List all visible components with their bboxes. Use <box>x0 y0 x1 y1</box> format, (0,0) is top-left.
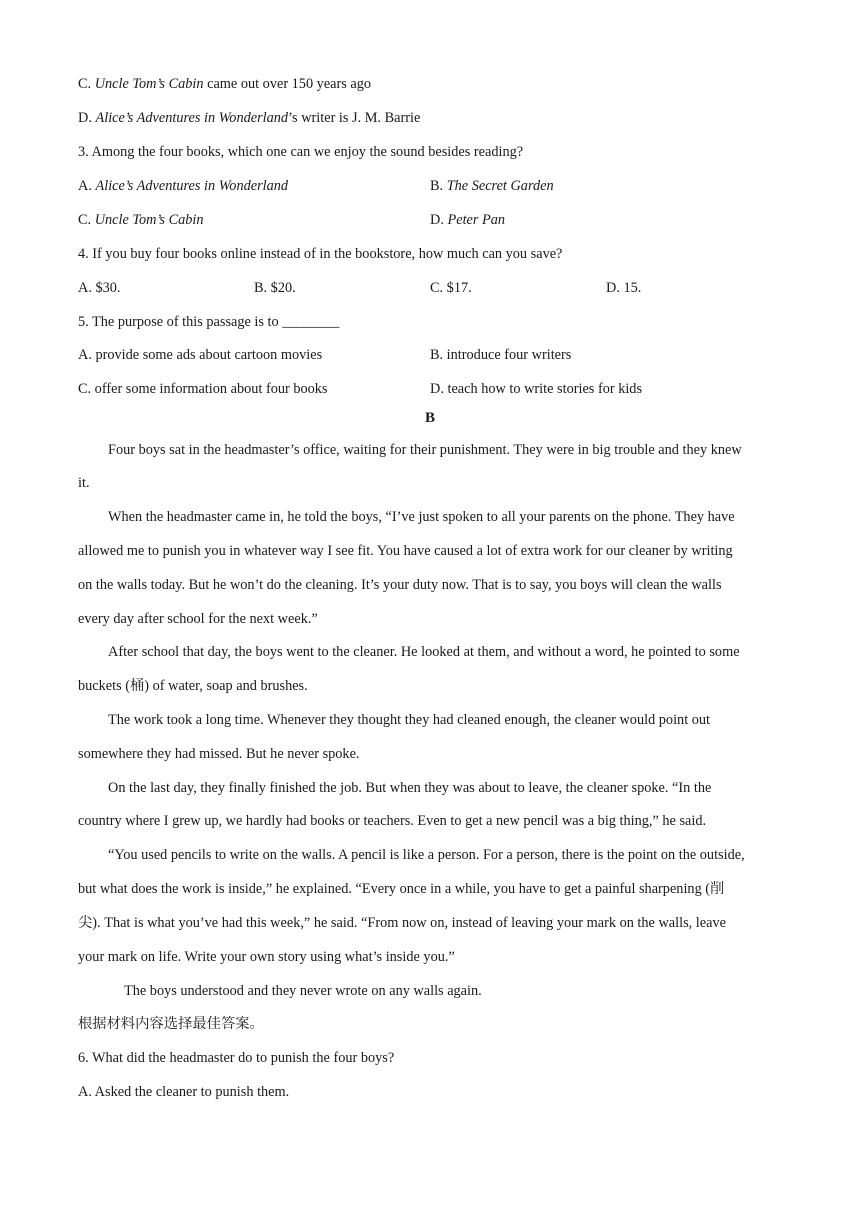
passage-line: On the last day, they finally finished the job. But when they was about to leave, the cleaner spoke. “In the <box>108 780 712 796</box>
q4-stem: 4. If you buy four books online instead of in the bookstore, how much can you save? <box>78 246 563 262</box>
section-heading: B <box>424 410 435 426</box>
book-title: Uncle Tom’s Cabin <box>94 76 204 92</box>
q2-option-c: C. Uncle Tom’s Cabin came out over 150 years ago <box>78 76 372 92</box>
q6-stem: 6. What did the headmaster do to punish the four boys? <box>78 1050 395 1066</box>
passage-line: it. <box>78 475 90 491</box>
q4-option-c: C. $17. <box>430 280 472 296</box>
passage-line: After school that day, the boys went to the cleaner. He looked at them, and without a word, he pointed to some <box>108 644 740 660</box>
q3-option-b: B. The Secret Garden <box>430 178 554 194</box>
q5-stem: 5. The purpose of this passage is to ________ <box>78 314 340 330</box>
book-title: The Secret Garden <box>446 178 554 194</box>
passage-line: every day after school for the next week.” <box>78 611 318 627</box>
passage-line: on the walls today. But he won’t do the cleaning. It’s your duty now. That is to say, you boys will clean the walls <box>78 577 722 593</box>
passage-line: allowed me to punish you in whatever way I see fit. You have caused a lot of extra work for our cleaner by writing <box>78 543 733 559</box>
book-title: Uncle Tom’s Cabin <box>94 212 204 228</box>
q3-stem: 3. Among the four books, which one can we enjoy the sound besides reading? <box>78 144 524 160</box>
passage-line: The work took a long time. Whenever they thought they had cleaned enough, the cleaner would point out <box>108 712 711 728</box>
q5-option-d: D. teach how to write stories for kids <box>430 381 643 397</box>
q2-option-d: D. Alice’s Adventures in Wonderland’s writer is J. M. Barrie <box>78 110 421 126</box>
q3-option-c: C. Uncle Tom’s Cabin <box>78 212 204 228</box>
q3-option-d: D. Peter Pan <box>430 212 506 228</box>
passage-line: buckets (桶) of water, soap and brushes. <box>78 678 308 694</box>
instruction-text: 根据材料内容选择最佳答案。 <box>78 1016 264 1032</box>
passage-line: The boys understood and they never wrote on any walls again. <box>124 983 482 999</box>
passage-line: somewhere they had missed. But he never spoke. <box>78 746 360 762</box>
q4-option-d: D. 15. <box>606 280 642 296</box>
passage-line: Four boys sat in the headmaster’s office, waiting for their punishment. They were in big trouble and they knew <box>108 442 742 458</box>
q5-option-b: B. introduce four writers <box>430 347 572 363</box>
q6-option-a: A. Asked the cleaner to punish them. <box>78 1084 290 1100</box>
q4-option-a: A. $30. <box>78 280 121 296</box>
book-title: Peter Pan <box>447 212 506 228</box>
book-title: Alice’s Adventures in Wonderland <box>95 110 289 126</box>
book-title: Alice’s Adventures in Wonderland <box>95 178 289 194</box>
passage-line: “You used pencils to write on the walls. A pencil is like a person. For a person, there is the point on the outside, <box>108 847 745 863</box>
passage-line: country where I grew up, we hardly had books or teachers. Even to get a new pencil was a big thing,” he said. <box>78 813 707 829</box>
q5-option-a: A. provide some ads about cartoon movies <box>78 347 323 363</box>
q3-option-a: A. Alice’s Adventures in Wonderland <box>78 178 289 194</box>
q5-option-c: C. offer some information about four books <box>78 381 328 397</box>
q4-option-b: B. $20. <box>254 280 296 296</box>
passage-line: but what does the work is inside,” he explained. “Every once in a while, you have to get a painful sharpening (削 <box>78 881 725 897</box>
passage-line: your mark on life. Write your own story using what’s inside you.” <box>78 949 455 965</box>
passage-line: 尖). That is what you’ve had this week,” he said. “From now on, instead of leaving your mark on the walls, leave <box>78 915 726 931</box>
passage-line: When the headmaster came in, he told the boys, “I’ve just spoken to all your parents on the phone. They have <box>108 509 735 525</box>
